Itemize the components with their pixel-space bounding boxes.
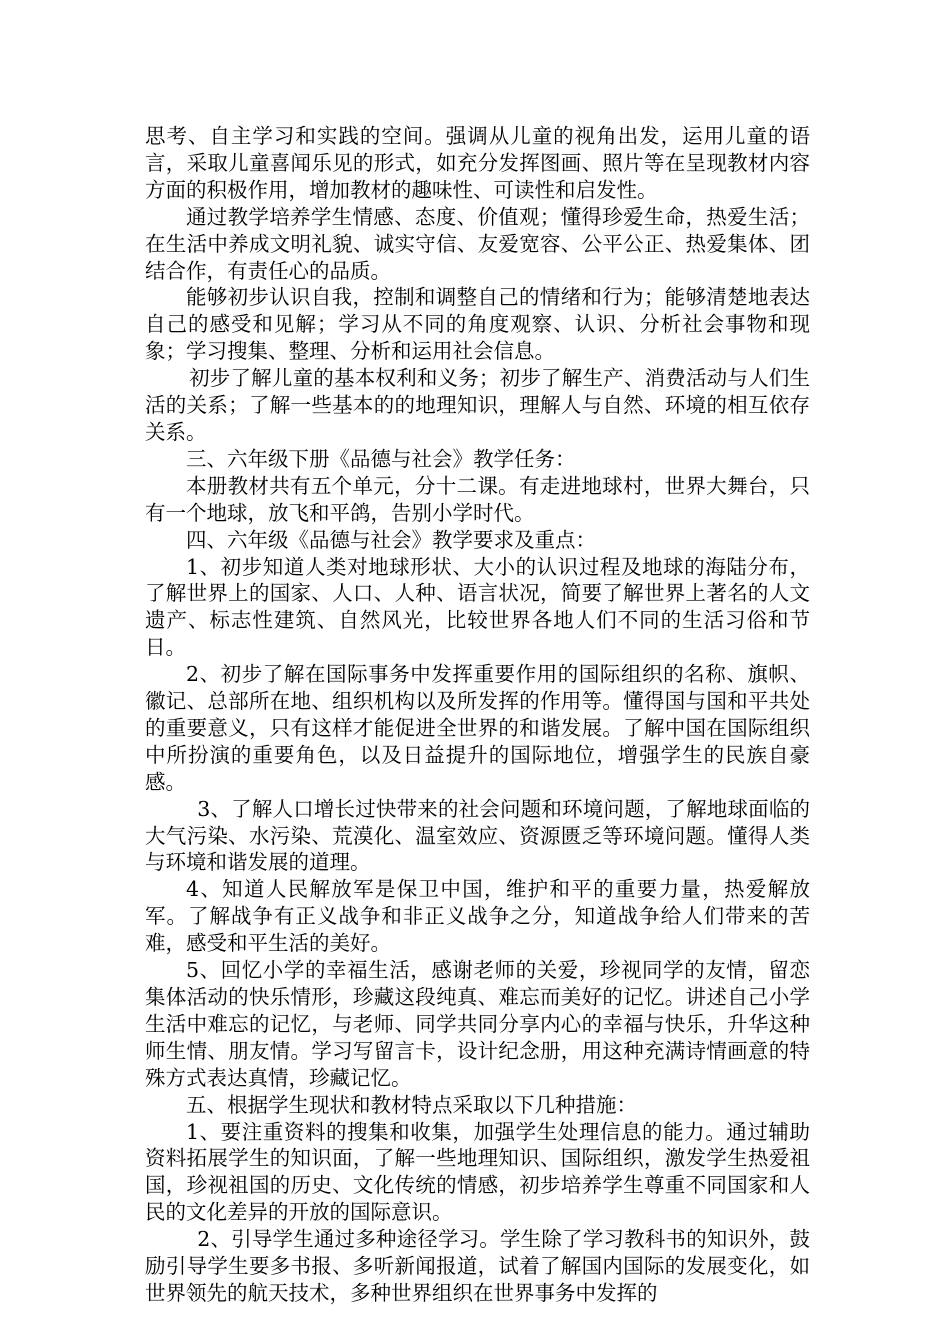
section-heading-requirements: 四、六年级《品德与社会》教学要求及重点：	[186, 527, 596, 552]
paragraph-item-1: 1、初步知道人类对地球形状、大小的认识过程及地球的海陆分布，了解世界上的国家、人口、人种、语言状况，简要了解世界上著名的人文遗产、标志性建筑、自然风光，比较世界各地人们不同的生活习俗和节日。	[145, 554, 810, 660]
paragraph-measure-1: 1、要注重资料的搜集和收集，加强学生处理信息的能力。通过辅助资料拓展学生的知识面，了解一些地理知识、国际组织，激发学生热爱祖国，珍视祖国的历史、文化传统的情感，初步培养学生尊重不同国家和人民的文化差异的开放的国际意识。	[145, 1119, 810, 1225]
paragraph-units: 本册教材共有五个单元，分十二课。有走进地球村，世界大舞台，只有一个地球，放飞和平鸽，告别小学时代。	[145, 473, 810, 525]
paragraph-item-3: 3、了解人口增长过快带来的社会问题和环境问题，了解地球面临的大气污染、水污染、荒漠化、温室效应、资源匮乏等环境问题。懂得人类与环境和谐发展的道理。	[145, 796, 810, 875]
paragraph-self-awareness: 能够初步认识自我，控制和调整自己的情绪和行为；能够清楚地表达自己的感受和见解；学习从不同的角度观察、认识、分析社会事物和现象；学习搜集、整理、分析和运用社会信息。	[145, 285, 810, 364]
paragraph-item-5: 5、回忆小学的幸福生活，感谢老师的关爱，珍视同学的友情，留恋集体活动的快乐情形，珍藏这段纯真、难忘而美好的记忆。讲述自己小学生活中难忘的记忆，与老师、同学共同分享内心的幸福与快乐，升华这种师生情、朋友情。学习写留言卡，设计纪念册，用这种充满诗情画意的特殊方式表达真情，珍藏记忆。	[145, 958, 810, 1090]
section-heading-tasks: 三、六年级下册《品德与社会》教学任务：	[186, 446, 576, 471]
paragraph-item-4: 4、知道人民解放军是保卫中国，维护和平的重要力量，热爱解放军。了解战争有正义战争和非正义战争之分，知道战争给人们带来的苦难，感受和平生活的美好。	[145, 877, 810, 956]
paragraph-measure-2: 2、引导学生通过多种途径学习。学生除了学习教科书的知识外，鼓励引导学生要多书报、多听新闻报道，试着了解国内国际的发展变化，如世界领先的航天技术，多种世界组织在世界事务中发挥的	[145, 1227, 810, 1305]
document-page	[145, 123, 810, 1307]
paragraph-continuation: 思考、自主学习和实践的空间。强调从儿童的视角出发，运用儿童的语言，采取儿童喜闻乐见的形式，如充分发挥图画、照片等在呈现教材内容方面的积极作用，增加教材的趣味性、可读性和启发性。	[145, 124, 810, 202]
paragraph-rights-duties: 初步了解儿童的基本权利和义务；初步了解生产、消费活动与人们生活的关系；了解一些基本的的地理知识，理解人与自然、环境的相互依存关系。	[145, 366, 810, 444]
paragraph-item-2: 2、初步了解在国际事务中发挥重要作用的国际组织的名称、旗帜、徽记、总部所在地、组织机构以及所发挥的作用等。懂得国与国和平共处的重要意义，只有这样才能促进全世界的和谐发展。了解中国在国际组织中所扮演的重要角色，以及日益提升的国际地位，增强学生的民族自豪感。	[145, 662, 810, 794]
paragraph-emotion-values: 通过教学培养学生情感、态度、价值观；懂得珍爱生命，热爱生活；在生活中养成文明礼貌、诚实守信、友爱宽容、公平公正、热爱集体、团结合作，有责任心的品质。	[145, 204, 810, 283]
section-heading-measures: 五、根据学生现状和教材特点采取以下几种措施：	[186, 1092, 637, 1117]
